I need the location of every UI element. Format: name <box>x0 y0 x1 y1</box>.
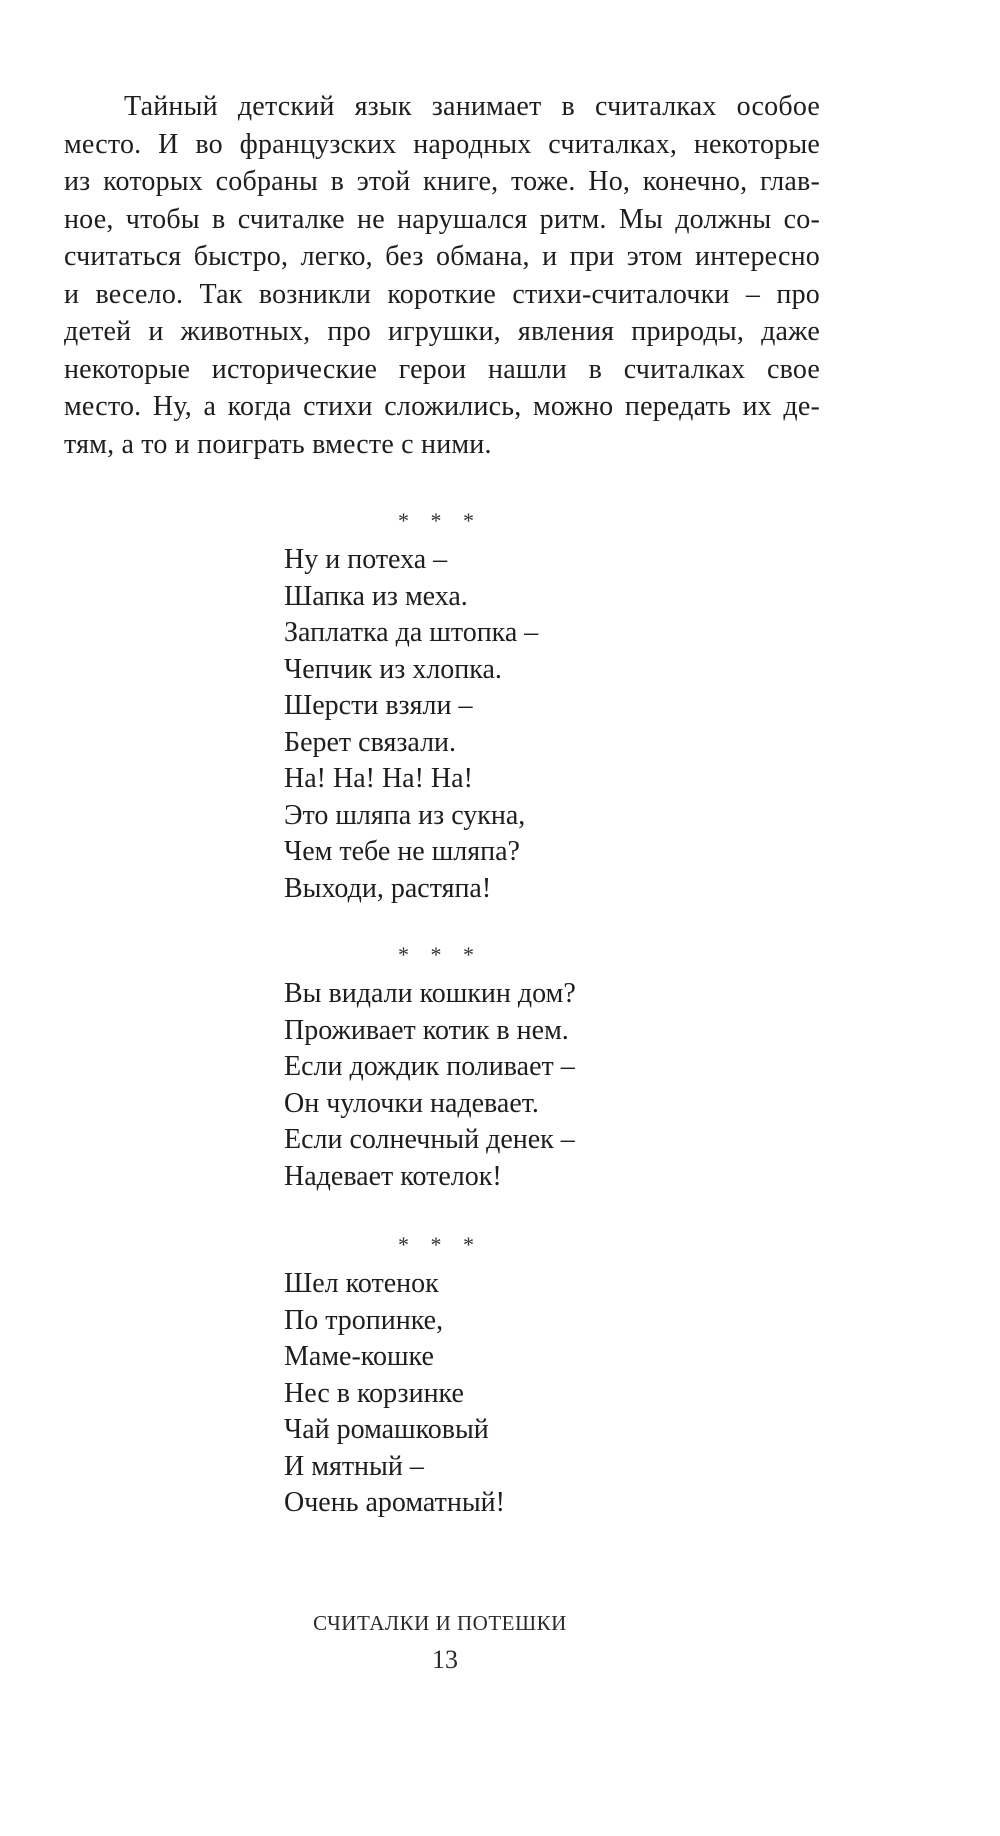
poem-line: Если солнечный денек – <box>284 1124 575 1155</box>
poem-line: Вы видали кошкин дом? <box>284 978 576 1009</box>
poem-line: Очень ароматный! <box>284 1487 505 1518</box>
poem-line: Выходи, растяпа! <box>284 872 492 904</box>
intro-line: тям, а то и поиграть вместе с ними. <box>64 428 492 460</box>
intro-line: детей и животных, про игрушки, явления природы, даже <box>64 316 820 347</box>
intro-line: ное, чтобы в считалке не нарушался ритм. Мы должны со- <box>64 203 820 235</box>
poem-line: Чепчик из хлопка. <box>284 653 502 685</box>
poem-line: Чем тебе не шляпа? <box>284 836 520 867</box>
poem-line: Надевает котелок! <box>284 1160 502 1192</box>
poem-1 <box>284 542 538 907</box>
intro-line: из которых собраны в этой книге, тоже. Но, конечно, глав- <box>64 166 820 197</box>
intro-line: считаться быстро, легко, без обмана, и при этом интересно <box>64 241 820 272</box>
poem-line: Заплатка да штопка – <box>284 617 539 648</box>
poem-3 <box>284 1266 505 1522</box>
poem-2 <box>284 976 576 1195</box>
poem-line: По тропинке, <box>284 1304 444 1336</box>
poem-line: Шерсти взяли – <box>284 690 473 721</box>
running-footer-title: СЧИТАЛКИ И ПОТЕШКИ <box>313 1611 567 1635</box>
intro-line: Тайный детский язык занимает в считалках особое <box>124 91 820 122</box>
poem-line: И мятный – <box>284 1450 424 1482</box>
intro-line: место. Ну, а когда стихи сложились, можно передать их де- <box>64 391 820 422</box>
poem-line: Если дождик поливает – <box>284 1051 575 1082</box>
poem-line: Маме-кошке <box>284 1341 434 1372</box>
poem-line: Берет связали. <box>284 726 457 758</box>
poem-line: На! На! На! На! <box>284 763 473 794</box>
poem-line: Шапка из меха. <box>284 580 468 612</box>
poem-line: Проживает котик в нем. <box>284 1014 569 1046</box>
intro-line: и весело. Так возникли короткие стихи-считалочки – про <box>64 278 820 310</box>
intro-paragraph <box>64 88 820 463</box>
poem-line: Чай ромашковый <box>284 1414 489 1445</box>
poem-line: Шел котенок <box>284 1268 439 1299</box>
poem-line: Он чулочки надевает. <box>284 1087 539 1119</box>
page-number: 13 <box>432 1645 458 1674</box>
section-separator: * * * <box>398 942 482 967</box>
section-separator: * * * <box>398 1232 482 1257</box>
intro-line: некоторые исторические герои нашли в считалках свое <box>64 353 820 385</box>
intro-line: место. И во французских народных считалках, некоторые <box>64 128 820 160</box>
section-separator: * * * <box>398 508 482 533</box>
poem-line: Ну и потеха – <box>284 544 448 575</box>
poem-line: Это шляпа из сукна, <box>284 799 526 831</box>
poem-line: Нес в корзинке <box>284 1377 464 1409</box>
